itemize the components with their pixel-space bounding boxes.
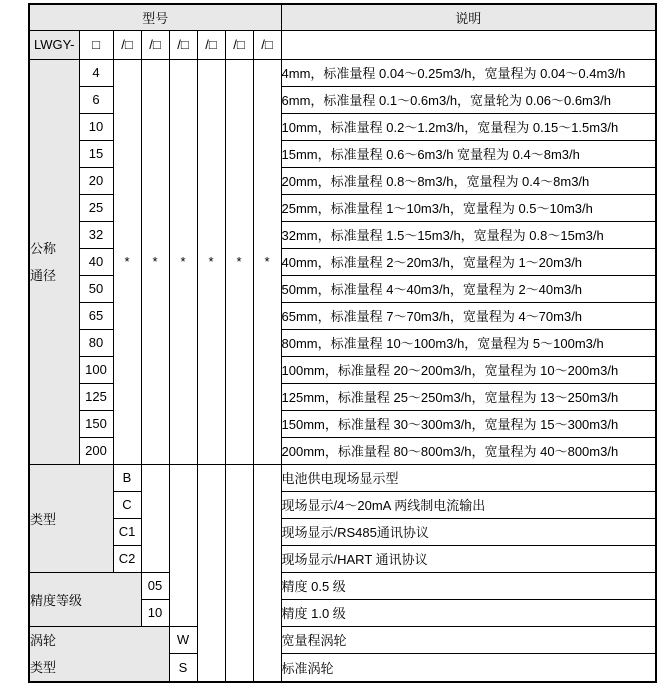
code-cell: 25 [79, 194, 113, 221]
code-cell: W [169, 626, 197, 654]
table-row-type-c [29, 491, 656, 518]
code-cell: B [113, 464, 141, 491]
model-slot-6: /□ [253, 30, 281, 59]
code-cell: 10 [79, 113, 113, 140]
desc-cell: 80mm，标准量程 10～100m3/h，宽量程为 5～100m3/h [281, 329, 656, 356]
desc-cell: 20mm，标准量程 0.8～8m3/h，宽量程为 0.4～8m3/h [281, 167, 656, 194]
desc-cell: 200mm，标准量程 80～800m3/h，宽量程为 40～800m3/h [281, 437, 656, 464]
desc-cell: 40mm，标准量程 2～20m3/h，宽量程为 1～20m3/h [281, 248, 656, 275]
desc-cell: 现场显示/RS485通讯协议 [281, 518, 656, 545]
desc-cell: 6mm，标准量程 0.1～0.6m3/h，宽量轮为 0.06～0.6m3/h [281, 86, 656, 113]
desc-cell: 精度 1.0 级 [281, 599, 656, 626]
table-header-row [29, 4, 656, 30]
code-cell: 6 [79, 86, 113, 113]
desc-cell: 25mm，标准量程 1～10m3/h，宽量程为 0.5～10m3/h [281, 194, 656, 221]
star-cell-5: * [225, 59, 253, 464]
star-cell-3: * [169, 59, 197, 464]
label-line-1: 涡轮 [30, 632, 57, 648]
code-cell: 50 [79, 275, 113, 302]
model-slot-main: □ [79, 30, 113, 59]
empty-cell [197, 464, 225, 682]
desc-cell: 现场显示/4～20mA 两线制电流输出 [281, 491, 656, 518]
model-column-header: 型号 [29, 4, 281, 30]
code-cell: 200 [79, 437, 113, 464]
desc-cell: 宽量程涡轮 [281, 626, 656, 654]
empty-description-cell [281, 30, 656, 59]
desc-cell: 150mm，标准量程 30～300m3/h，宽量程为 15～300m3/h [281, 410, 656, 437]
description-column-header: 说明 [281, 4, 656, 30]
empty-cell [141, 464, 169, 572]
star-cell-1: * [113, 59, 141, 464]
desc-cell: 电池供电现场显示型 [281, 464, 656, 491]
model-selection-table [28, 3, 657, 683]
desc-cell: 32mm，标准量程 1.5～15m3/h，宽量程为 0.8～15m3/h [281, 221, 656, 248]
code-cell: 32 [79, 221, 113, 248]
code-cell: 150 [79, 410, 113, 437]
model-slot-2: /□ [141, 30, 169, 59]
desc-cell: 精度 0.5 级 [281, 572, 656, 599]
section-label-nominal-diameter [29, 59, 79, 464]
desc-cell: 现场显示/HART 通讯协议 [281, 545, 656, 572]
model-slot-4: /□ [197, 30, 225, 59]
desc-cell: 65mm，标准量程 7～70m3/h，宽量程为 4～70m3/h [281, 302, 656, 329]
code-cell: 125 [79, 383, 113, 410]
section-label-type: 类型 [29, 464, 113, 572]
table-row-type-c2 [29, 545, 656, 572]
table-row-type-b [29, 464, 656, 491]
code-cell: 80 [79, 329, 113, 356]
code-cell: 20 [79, 167, 113, 194]
table-row-type-c1 [29, 518, 656, 545]
star-cell-2: * [141, 59, 169, 464]
section-label-turbine-type [29, 626, 169, 682]
code-cell: 65 [79, 302, 113, 329]
star-cell-6: * [253, 59, 281, 464]
desc-cell: 10mm，标准量程 0.2～1.2m3/h，宽量程为 0.15～1.5m3/h [281, 113, 656, 140]
desc-cell: 50mm，标准量程 4～40m3/h，宽量程为 2～40m3/h [281, 275, 656, 302]
table-row-accuracy-05 [29, 572, 656, 599]
table-row-dn4 [29, 59, 656, 86]
code-cell: 15 [79, 140, 113, 167]
star-cell-4: * [197, 59, 225, 464]
model-slot-5: /□ [225, 30, 253, 59]
code-cell: S [169, 654, 197, 682]
label-line-2: 通径 [30, 267, 57, 283]
desc-cell: 标准涡轮 [281, 654, 656, 682]
code-cell: 10 [141, 599, 169, 626]
model-slot-1: /□ [113, 30, 141, 59]
code-cell: 4 [79, 59, 113, 86]
desc-cell: 125mm，标准量程 25～250m3/h，宽量程为 13～250m3/h [281, 383, 656, 410]
empty-cell [225, 464, 253, 682]
code-cell: C [113, 491, 141, 518]
label-line-1: 公称 [30, 240, 57, 256]
code-cell: 05 [141, 572, 169, 599]
desc-cell: 4mm，标准量程 0.04～0.25m3/h，宽量程为 0.04～0.4m3/h [281, 59, 656, 86]
desc-cell: 100mm，标准量程 20～200m3/h，宽量程为 10～200m3/h [281, 356, 656, 383]
code-cell: 40 [79, 248, 113, 275]
code-cell: C1 [113, 518, 141, 545]
label-line-2: 类型 [30, 659, 57, 675]
table-row-turbine-w [29, 626, 656, 654]
code-cell: 100 [79, 356, 113, 383]
empty-cell [169, 464, 197, 626]
desc-cell: 15mm，标准量程 0.6～6m3/h 宽量程为 0.4～8m3/h [281, 140, 656, 167]
model-slot-3: /□ [169, 30, 197, 59]
empty-cell [253, 464, 281, 682]
section-label-accuracy: 精度等级 [29, 572, 141, 626]
code-cell: C2 [113, 545, 141, 572]
model-prefix-cell: LWGY- [29, 30, 79, 59]
model-code-row [29, 30, 656, 59]
